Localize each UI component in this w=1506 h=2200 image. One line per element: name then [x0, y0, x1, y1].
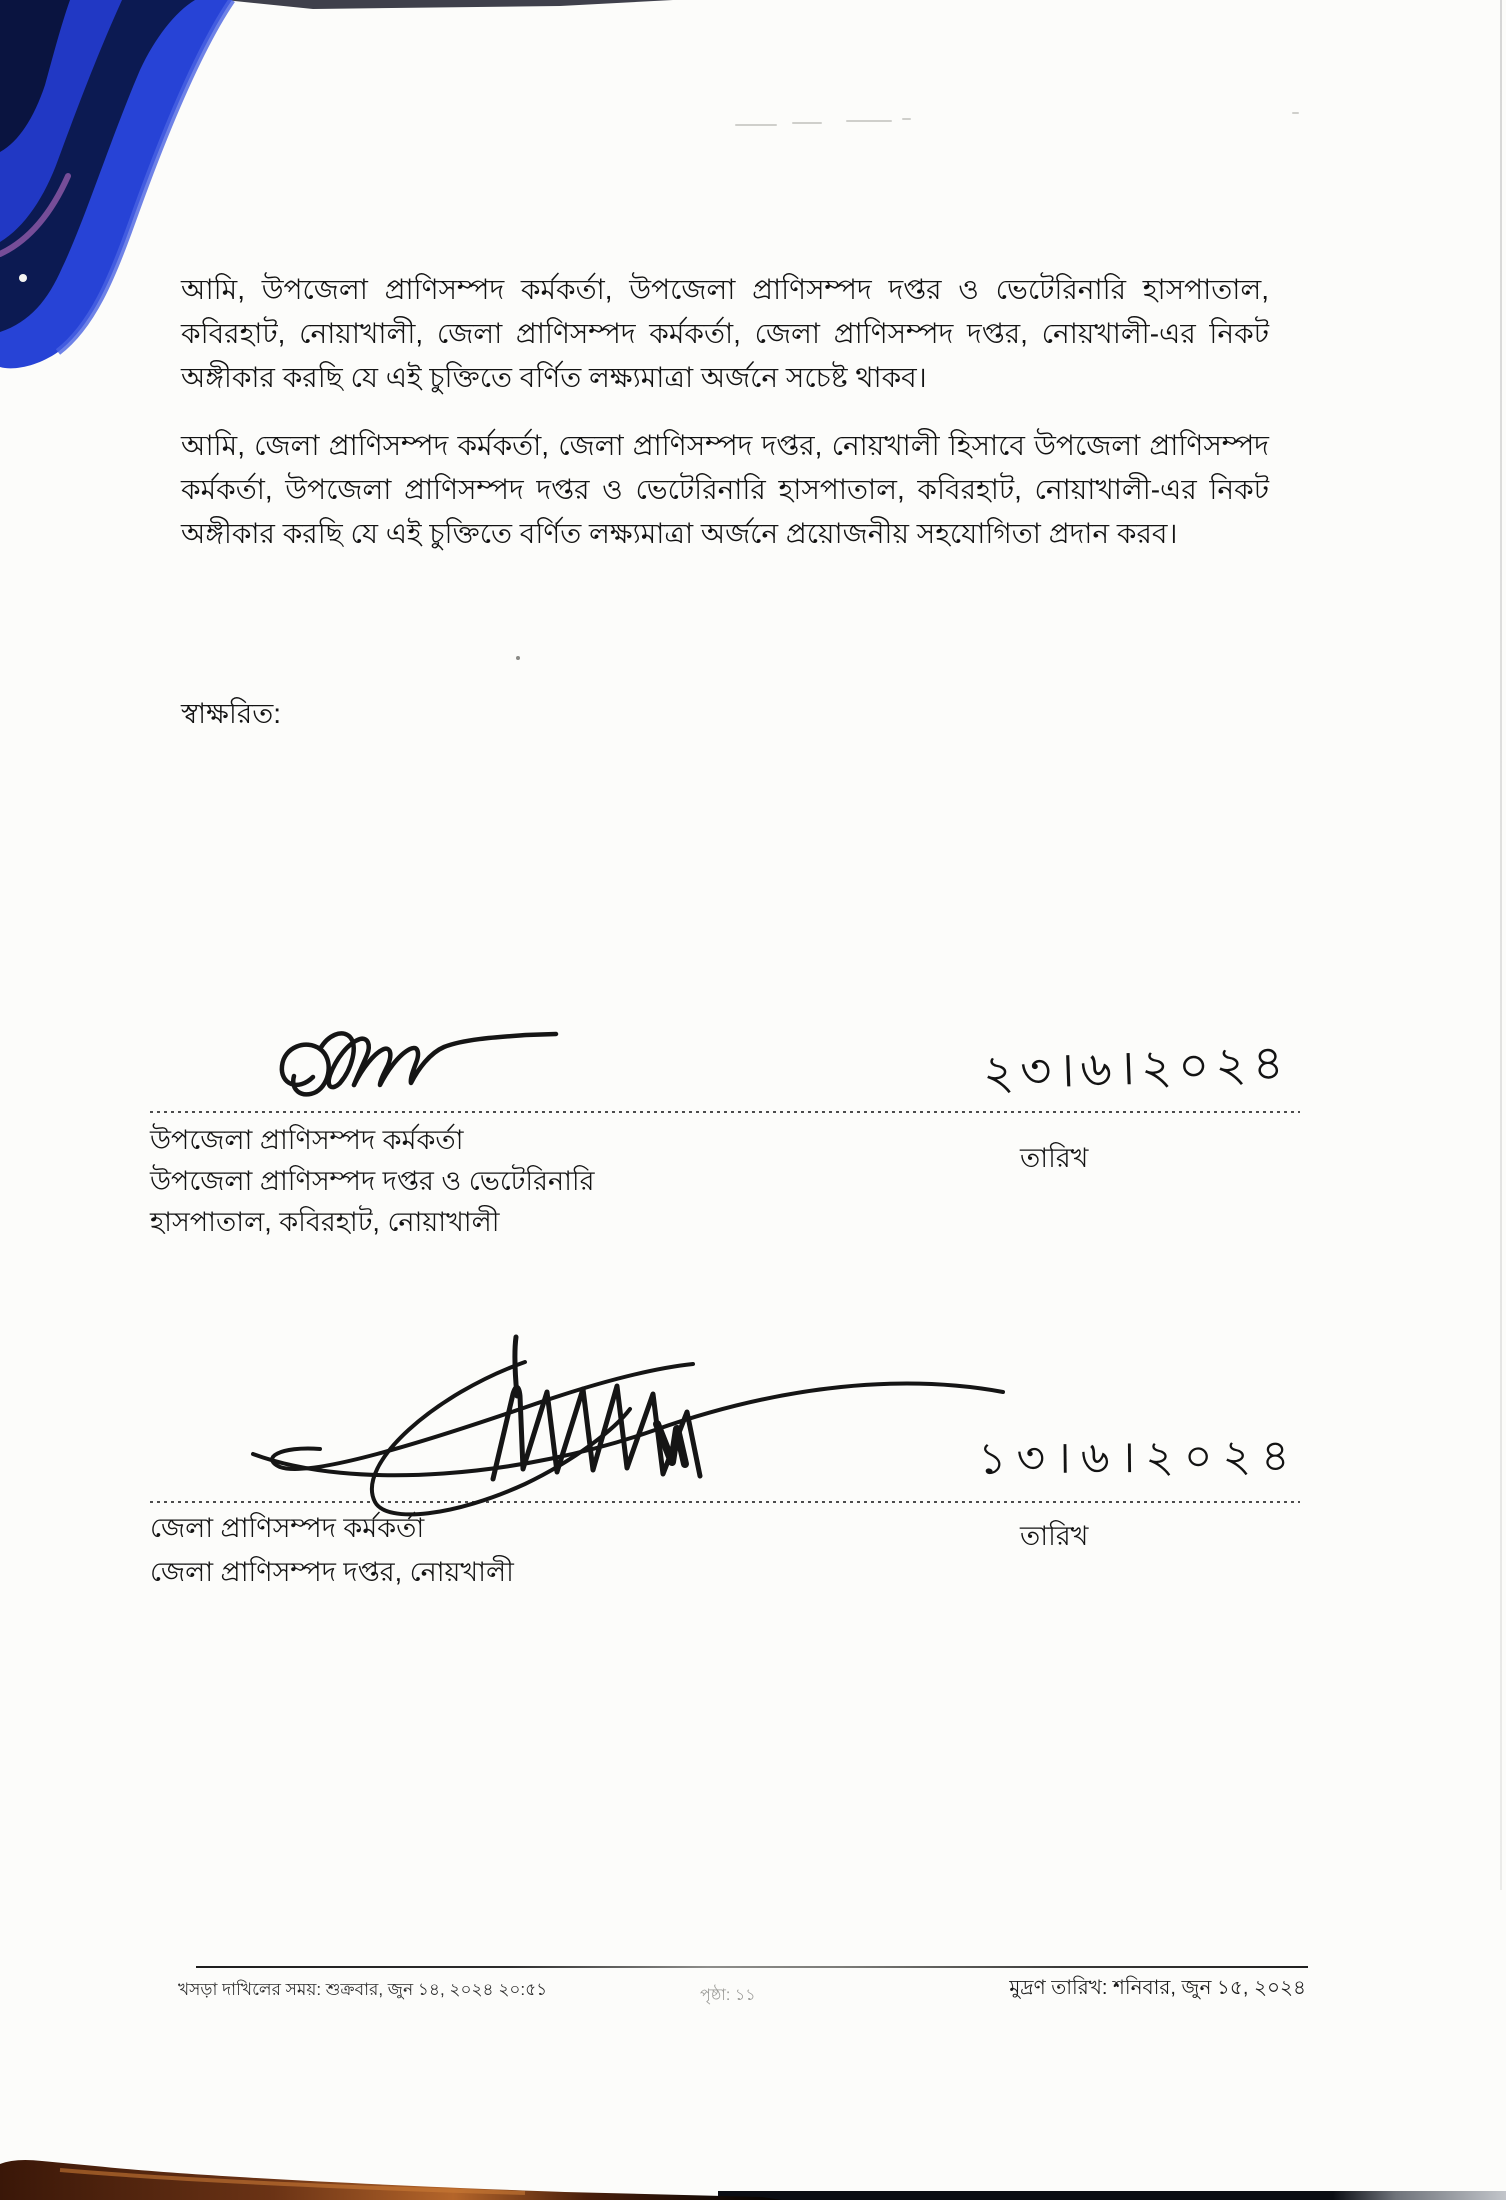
signed-heading: স্বাক্ষরিত:	[181, 698, 282, 729]
scan-desk-edge-artifact	[0, 2158, 782, 2200]
signature-upazila-officer	[268, 1020, 568, 1114]
signature-district-officer	[225, 1330, 1015, 1528]
footer-draft-timestamp: খসড়া দাখিলের সময়: শুক্রবার, জুন ১৪, ২০২৪ ২০:৫১	[178, 1980, 548, 1999]
date-label: তারিখ	[1020, 1143, 1089, 1173]
footer-page-number: পৃষ্ঠা: ১১	[700, 1987, 756, 2004]
scan-right-edge-artifact	[1500, 0, 1502, 1890]
signatory-title-line: উপজেলা প্রাণিসম্পদ কর্মকর্তা	[150, 1125, 464, 1155]
scan-smudge-artifact	[735, 124, 777, 126]
signatory-title-upazila	[150, 1120, 595, 1243]
signatory-title-line: জেলা প্রাণিসম্পদ কর্মকর্তা	[150, 1513, 425, 1543]
footer-rule	[196, 1966, 1308, 1968]
agreement-paragraph-upazila: আমি, উপজেলা প্রাণিসম্পদ কর্মকর্তা, উপজেলা প্রাণিসম্পদ দপ্তর ও ভেটেরিনারি হাসপাতাল, কবিরহাট, নোয়াখালী, জেলা প্রাণিসম্পদ কর্মকর্তা, জেলা প্রাণিসম্পদ দপ্তর, নোয়খালী-এর নিকট অঙ্গীকার করছি যে এই চুক্তিতে বর্ণিত লক্ষ্যমাত্রা অর্জনে সচেষ্ট থাকব।	[181, 274, 1269, 393]
scan-backdrop-corner-artifact	[0, 0, 238, 372]
date-label: তারিখ	[1020, 1521, 1089, 1551]
handwritten-date-district: ১৩।৬।২০২৪	[977, 1430, 1300, 1485]
scan-smudge-artifact	[792, 122, 822, 124]
signatory-title-line: জেলা প্রাণিসম্পদ দপ্তর, নোয়খালী	[150, 1557, 514, 1587]
scan-bottom-edge-artifact	[718, 2191, 1506, 2200]
handwritten-date-upazila: ২৩।৬।২০২৪	[981, 1034, 1291, 1102]
signatory-title-line: উপজেলা প্রাণিসম্পদ দপ্তর ও ভেটেরিনারি	[150, 1166, 595, 1196]
agreement-paragraph-district: আমি, জেলা প্রাণিসম্পদ কর্মকর্তা, জেলা প্রাণিসম্পদ দপ্তর, নোয়খালী হিসাবে উপজেলা প্রাণিসম্পদ কর্মকর্তা, উপজেলা প্রাণিসম্পদ দপ্তর ও ভেটেরিনারি হাসপাতাল, কবিরহাট, নোয়াখালী-এর নিকট অঙ্গীকার করছি যে এই চুক্তিতে বর্ণিত লক্ষ্যমাত্রা অর্জনে প্রয়োজনীয় সহযোগিতা প্রদান করব।	[181, 430, 1269, 549]
scan-smudge-artifact	[1292, 112, 1299, 114]
scan-smudge-artifact	[902, 118, 911, 120]
scan-speck-artifact	[516, 656, 520, 660]
scan-top-edge-artifact	[225, 0, 673, 10]
scan-smudge-artifact	[846, 120, 892, 122]
footer-print-date: মুদ্রণ তারিখ: শনিবার, জুন ১৫, ২০২৪	[1009, 1977, 1306, 1999]
signatory-title-line: হাসপাতাল, কবিরহাট, নোয়াখালী	[150, 1207, 500, 1237]
